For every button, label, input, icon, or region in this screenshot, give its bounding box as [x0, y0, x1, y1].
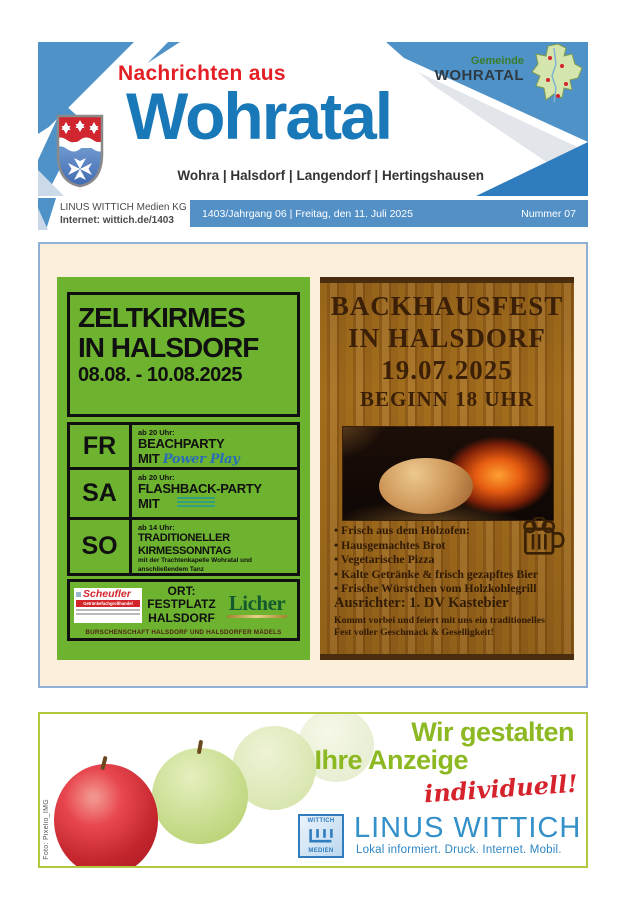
zeltkirmes-title-line2: IN HALSDORF [78, 331, 259, 363]
schedule-row-saturday [67, 467, 300, 520]
schedule-row-friday [67, 422, 300, 470]
event-note-2: anschließendem Tanz [138, 565, 204, 573]
backhausfest-title-line2: IN HALSDORF [348, 322, 546, 353]
band-logo-icon [177, 497, 215, 508]
ad-headline-line2: Ihre Anzeige [314, 745, 468, 776]
backhausfest-begin: BEGINN 18 UHR [359, 386, 535, 411]
day-label: SA [70, 470, 132, 517]
wood-bottom-edge [320, 654, 574, 660]
publisher-url: Internet: wittich.de/1403 [60, 215, 174, 226]
zeltkirmes-footer-box [67, 579, 300, 641]
bullet-item: • Frisch aus dem Holzofen: [334, 523, 568, 538]
backhausfest-title-line1: BACKHAUSFEST [330, 291, 564, 321]
bullet-item: • Vegetarische Pizza [334, 552, 568, 567]
wood-top-edge [320, 277, 574, 283]
scheufler-name: Scheufler [76, 589, 140, 600]
wittich-logo-bottom: MEDIEN [308, 848, 334, 854]
with-label: MIT [138, 495, 160, 511]
time-label: ab 14 Uhr: [138, 523, 175, 532]
backhausfest-organizer: Ausrichter: 1. DV Kastebier [334, 595, 509, 611]
scheufler-address-line [76, 613, 140, 615]
municipality-map-icon [528, 42, 586, 113]
masthead [38, 42, 588, 196]
scheufler-subline: Getränkefachgroßhandel [76, 600, 140, 607]
backhausfest-closing [334, 615, 545, 638]
poster-backhausfest [320, 277, 574, 660]
coat-of-arms-icon [54, 112, 106, 195]
page-title: Wohratal [126, 79, 392, 153]
licher-gold-swoosh [226, 615, 287, 618]
closing-line2: Fest voller Geschmack & Geselligkeit! [334, 626, 494, 638]
location-label: ORT: [167, 584, 196, 598]
day-label: FR [70, 425, 132, 467]
location-line2: HALSDORF [148, 610, 215, 625]
info-bar [38, 198, 588, 230]
event-name: TRADITIONELLER [138, 532, 230, 544]
zeltkirmes-organizer: BURSCHENSCHAFT HALSDORF UND HALSDORFER MÄDELS [85, 629, 282, 636]
bullet-item: • Frische Würstchen vom Holzkohlegrill [334, 581, 568, 596]
municipality-logo [435, 56, 524, 83]
oven-photo [342, 426, 554, 521]
municipality-name: WOHRATAL [434, 66, 524, 84]
scheufler-address-line [76, 609, 140, 611]
day-label: SO [70, 520, 132, 573]
sponsor-licher-logo [221, 590, 293, 618]
event-name: BEACHPARTY [138, 436, 225, 451]
red-apple-icon [54, 764, 158, 868]
event-name-2: KIRMESSONNTAG [138, 544, 232, 557]
location-line1: FESTPLATZ [147, 597, 216, 612]
wittich-logo-icon [298, 814, 344, 858]
backhausfest-date: 19.07.2025 [381, 354, 513, 385]
bullet-item: • Hausgemachtes Brot [334, 538, 568, 553]
event-note-1: mit der Trachtenkapelle Wohratal und [138, 557, 252, 565]
bullet-item: • Kalte Getränke & frisch gezapftes Bier [334, 567, 568, 582]
publisher-ad-banner [38, 712, 588, 868]
municipality-label: Gemeinde [470, 55, 524, 67]
zeltkirmes-title-box [67, 292, 300, 417]
ad-accent-script: individuell! [423, 768, 579, 809]
schedule-row-sunday [67, 517, 300, 576]
time-label: ab 20 Uhr: [138, 473, 175, 482]
time-label: ab 20 Uhr: [138, 428, 175, 437]
publisher-name: LINUS WITTICH Medien KG [60, 202, 187, 213]
issue-info: 1403/Jahrgang 06 | Freitag, den 11. Juli 2025 [202, 207, 413, 220]
issue-bar [190, 200, 588, 227]
issue-number: Nummer 07 [521, 207, 576, 220]
zeltkirmes-title-line1: ZELTKIRMES [78, 302, 245, 333]
licher-name: Licher [228, 590, 286, 615]
content-panel [38, 242, 588, 688]
wittich-logo-top: WITTICH [307, 818, 335, 824]
sponsor-scheufler-logo [74, 588, 142, 623]
kicker: Nachrichten aus [118, 62, 286, 85]
poster-zeltkirmes [57, 277, 310, 660]
photo-credit: Foto: Pixelio_IMG [43, 799, 50, 860]
zeltkirmes-date: 08.08. - 10.08.2025 [78, 364, 242, 387]
band-name: Power Play [162, 451, 240, 467]
ad-headline [314, 718, 574, 774]
location-block [146, 585, 217, 625]
ad-headline-line1: Wir gestalten [411, 717, 574, 747]
with-label: MIT [138, 450, 160, 466]
districts-subtitle: Wohra | Halsdorf | Langendorf | Hertingshausen [177, 168, 484, 183]
bread-loaf [379, 458, 473, 514]
publisher-block [60, 201, 187, 227]
beer-mug-icon [520, 517, 566, 564]
backhausfest-title [320, 291, 574, 412]
publisher-brand: LINUS WITTICH [354, 812, 582, 844]
closing-line1: Kommt vorbei und feiert mit uns ein traditionelles [334, 615, 545, 626]
publisher-tagline: Lokal informiert. Druck. Internet. Mobil. [356, 844, 562, 856]
green-apple-icon [152, 748, 248, 844]
event-name: FLASHBACK-PARTY [138, 481, 262, 496]
